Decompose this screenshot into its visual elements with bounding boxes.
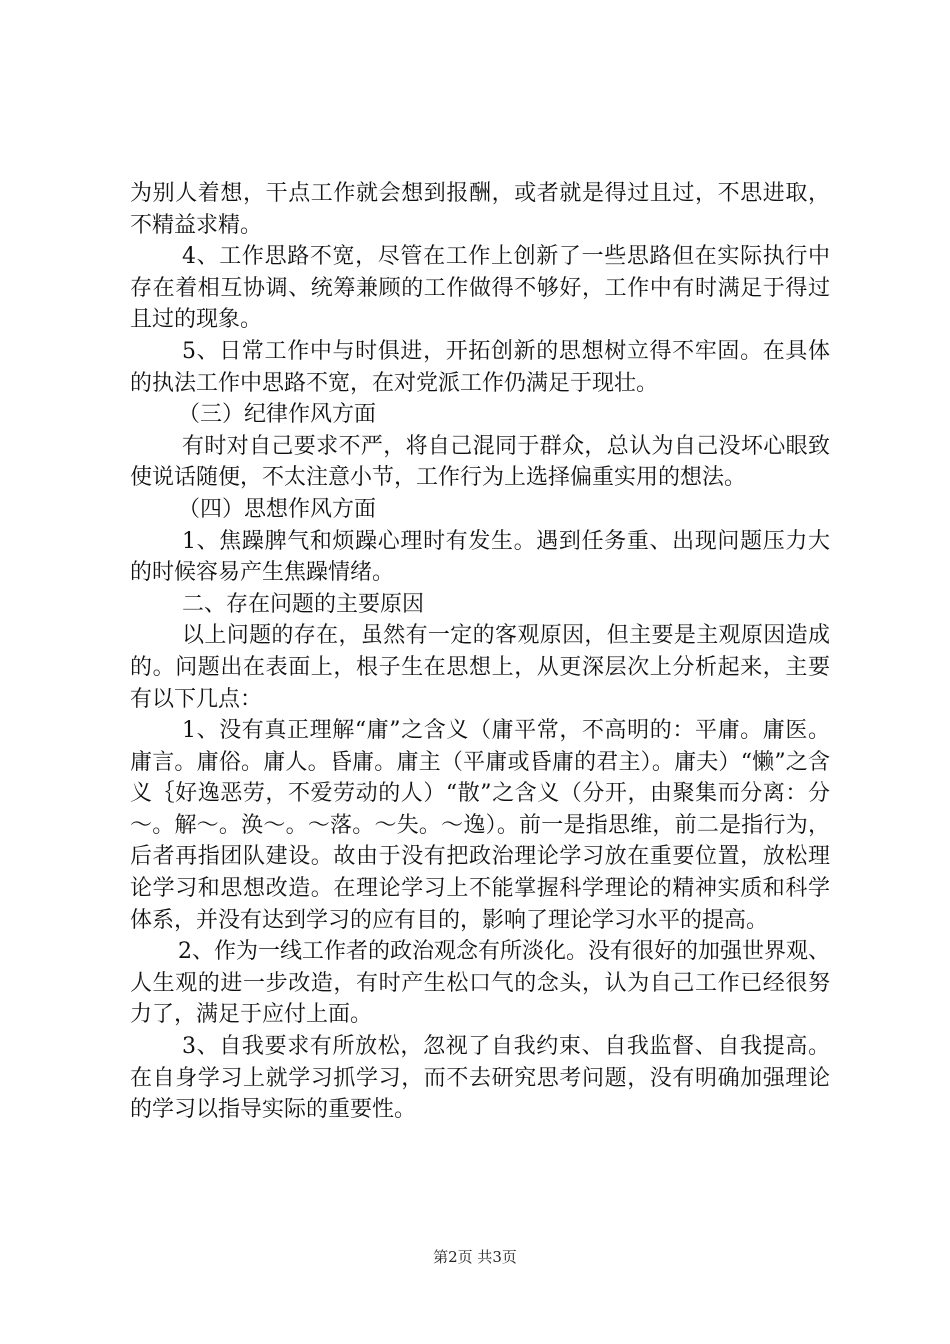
paragraph-cause-1: 1、没有真正理解“庸”之含义（庸平常，不高明的：平庸。庸医。庸言。庸俗。庸人。昏庸。庸主（平庸或昏庸的君主）。庸夫）“懒”之含义｛好逸恶劳，不爱劳动的人）“散”之含义（分开，由聚集而分离：分～。解～。涣～。～落。～失。～逸）。前一是指思维，前二是指行为，后者再指团队建设。故由于没有把政治理论学习放在重要位置，放松理论学习和思想改造。在理论学习上不能掌握科学理论的精神实质和科学体系，并没有达到学习的应有目的，影响了理论学习水平的提高。 — [130, 718, 830, 933]
paragraph-continuation: 为别人着想，干点工作就会想到报酬，或者就是得过且过，不思进取，不精益求精。 — [130, 181, 830, 238]
document-body — [130, 178, 830, 1126]
paragraph-thought-1: 1、焦躁脾气和烦躁心理时有发生。遇到任务重、出现问题压力大的时候容易产生焦躁情绪。 — [130, 528, 830, 586]
section-heading-thought: （四）思想作风方面 — [178, 496, 377, 522]
section-heading-causes: 二、存在问题的主要原因 — [182, 591, 425, 617]
paragraph-item-5: 5、日常工作中与时俱进，开拓创新的思想树立得不牢固。在具体的执法工作中思路不宽，在对党派工作仍满足于现壮。 — [130, 338, 830, 396]
page-number-label: 第2页 共3页 — [433, 1248, 517, 1266]
paragraph-item-4: 4、工作思路不宽，尽管在工作上创新了一些思路但在实际执行中存在着相互协调、统筹兼顾的工作做得不够好，工作中有时满足于得过且过的现象。 — [130, 244, 830, 333]
page-footer — [0, 1246, 950, 1267]
paragraph-cause-2: 2、作为一线工作者的政治观念有所淡化。没有很好的加强世界观、人生观的进一步改造，有时产生松口气的念头，认为自己工作已经很努力了，满足于应付上面。 — [130, 939, 830, 1028]
section-heading-discipline: （三）纪律作风方面 — [178, 402, 377, 428]
paragraph-cause-3: 3、自我要求有所放松，忽视了自我约束、自我监督、自我提高。在自身学习上就学习抓学习，而不去研究思考问题，没有明确加强理论的学习以指导实际的重要性。 — [130, 1034, 830, 1123]
paragraph-causes-intro: 以上问题的存在，虽然有一定的客观原因，但主要是主观原因造成的。问题出在表面上，根子生在思想上，从更深层次上分析起来，主要有以下几点： — [130, 623, 830, 712]
paragraph-discipline: 有时对自己要求不严，将自己混同于群众，总认为自己没坏心眼致使说话随便，不太注意小节，工作行为上选择偏重实用的想法。 — [130, 433, 830, 491]
